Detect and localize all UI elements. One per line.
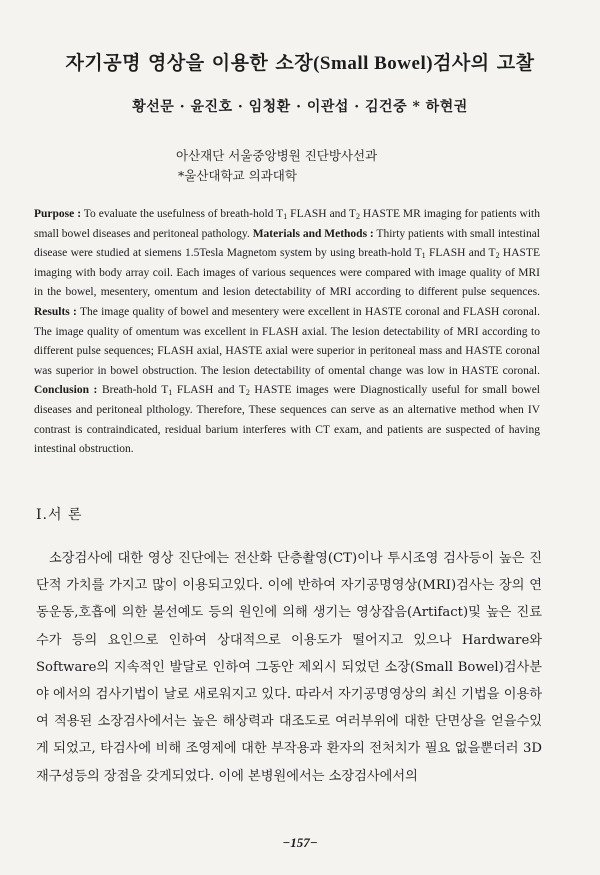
title-korean-prefix: 자기공명 영상을 이용한 소장 <box>65 52 314 74</box>
subscript: 1 <box>421 251 426 261</box>
author-list: 황선문 · 윤진호 · 임청환 · 이관섭 · 김건중 * 하현권 <box>132 99 468 115</box>
conclusion-label: Conclusion : <box>34 384 98 397</box>
results-text: The image quality of bowel and mesentery were excellent in HASTE coronal and FLASH coronal. The image quality of omentum was excellent in FLASH axial. The lesion detectability of MRI according to different pulse sequences; FLASH axial, HASTE axial were superior in peritoneal mass and HASTE coronal was superior in bowel obstruction. The lesion detectability of omental change was low in HASTE coronal. <box>34 305 540 377</box>
title-korean-suffix: 검사의 고찰 <box>433 52 535 74</box>
conclusion-text: HASTE images were Diagnostically useful for small bowel diseases and peritoneal plthology. Therefore, These sequences can serve as an alternative method when IV contrast is contraindicated, residual barium interferes with CT exam, and patients are suspected of having intestinal obstruction. <box>34 384 540 456</box>
affiliation-block <box>176 146 476 186</box>
subscript: 2 <box>495 251 500 261</box>
affiliation-line-2: *울산대학교 의과대학 <box>178 168 297 183</box>
purpose-text: HASTE MR imaging for patients with small bowel diseases and peritoneal pathology. <box>34 208 540 240</box>
section-heading: I.서 론 <box>36 507 83 523</box>
purpose-label: Purpose : <box>34 208 82 220</box>
subscript: 2 <box>355 212 360 221</box>
title-english-term: (Small Bowel) <box>313 53 434 74</box>
body-paragraph: 소장검사에 대한 영상 진단에는 전산화 단층촬영(CT)이나 투시조영 검사등이 높은 진단적 가치를 가지고 많이 이용되고있다. 이에 반하여 자기공명영상(MRI)검사는 장의 연동운동,호흡에 의한 불선예도 등의 원인에 의해 생기는 영상잡음(Artifact)및 높은 진료수가 등의 요인으로 인하여 상대적으로 이용도가 떨어지고 있으나 Hardware와 Software의 지속적인 발달로 인하여 그동안 제외시 되었던 소장(Small Bowel)검사분야 에서의 검사기법이 날로 새로워지고 있다. 따라서 자기공명영상의 최신 기법을 이용하여 적용된 소장검사에서는 높은 해상력과 대조도로 여러부위에 대한 단면상을 얻을수있게 되었고, 타검사에 비해 조영제에 대한 부작용과 환자의 전처치가 필요 없을뿐더러 3D 재구성등의 장점을 갖게되었다. 이에 본병원에서는 소장검사에서의 <box>36 551 542 784</box>
affiliation-line-1: 아산재단 서울중앙병원 진단방사선과 <box>176 148 378 163</box>
methods-label: Materials and Methods : <box>252 227 374 240</box>
paper-title <box>0 48 600 75</box>
results-label: Results : <box>34 305 77 318</box>
body-text <box>36 545 542 790</box>
methods-text: HASTE imaging with body array coil. Each images of various sequences were compared with image quality of MRI in the bowel, mesentery, omentum and lesion detectability of MRI according to different pulse sequences. <box>34 247 540 299</box>
subscript: 2 <box>245 388 250 398</box>
methods-text: FLASH and T <box>425 247 496 260</box>
purpose-text: To evaluate the usefulness of breath-hold T <box>81 208 284 220</box>
conclusion-text: Breath-hold T <box>97 384 169 397</box>
subscript: 1 <box>168 388 173 398</box>
methods-text: Thirty patients with small intestinal disease were studied at siemens 1.5Tesla Magnetom system by using breath-hold T <box>34 227 540 260</box>
page-number: −157− <box>282 835 318 850</box>
abstract <box>34 205 540 460</box>
purpose-text: FLASH and T <box>287 208 356 220</box>
conclusion-text: FLASH and T <box>172 384 246 397</box>
subscript: 1 <box>283 212 288 221</box>
